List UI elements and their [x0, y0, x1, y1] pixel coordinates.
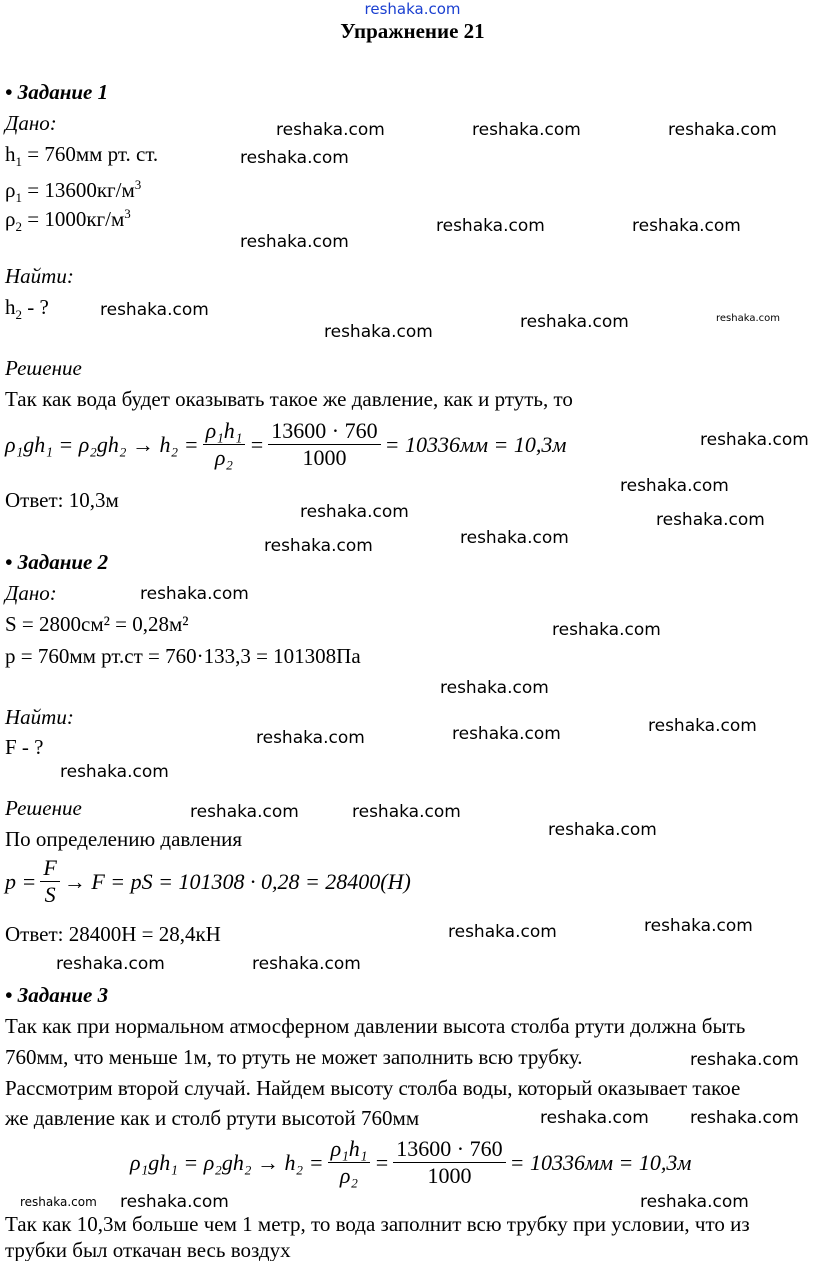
- task2-equation: p = $\frac{F}{S}$ → F = pS = 101308 · 0,28 = 28400(H): [5, 855, 411, 907]
- watermark: reshaka.com: [700, 430, 809, 450]
- watermark: reshaka.com: [352, 802, 461, 822]
- task1-find: $h_2$ - ?: [5, 295, 49, 323]
- watermark: reshaka.com: [56, 954, 165, 974]
- watermark: reshaka.com: [472, 120, 581, 140]
- watermark: reshaka.com: [264, 536, 373, 556]
- watermark: reshaka.com: [640, 1192, 749, 1212]
- watermark: reshaka.com: [690, 1108, 799, 1128]
- task1-given-label: Дано:: [5, 111, 57, 135]
- task3-conclusion-1: Так как 10,3м больше чем 1 метр, то вода заполнит всю трубку при условии, что из: [5, 1212, 750, 1236]
- watermark: reshaka.com: [440, 678, 549, 698]
- watermark: reshaka.com: [548, 820, 657, 840]
- task2-given-2: p = 760мм рт.ст = 760·133,3 = 101308Па: [5, 644, 361, 668]
- watermark: reshaka.com: [648, 716, 757, 736]
- task1-solution-label: Решение: [5, 356, 82, 380]
- watermark: reshaka.com: [668, 120, 777, 140]
- watermark: reshaka.com: [690, 1050, 799, 1070]
- task1-equation: ρ₁gh₁ = ρ₂gh₂ → h₂ = $\frac{\text{ρ₁h₁}}{\text{ρ₂}}$ = $\frac{13600 \cdot 760}{1000}$ = 10336мм = 10,3м: [5, 418, 567, 470]
- task3-conclusion-2: трубки был откачан весь воздух: [5, 1238, 291, 1261]
- task3-equation: ρ₁gh₁ = ρ₂gh₂ → h₂ = $\frac{\text{ρ₁h₁}}{\text{ρ₂}}$ = $\frac{13600 \cdot 760}{1000}$ = 10336мм = 10,3м: [130, 1136, 692, 1188]
- watermark: reshaka.com: [240, 232, 349, 252]
- watermark: reshaka.com: [520, 312, 629, 332]
- page-title: Упражнение 21: [340, 19, 485, 43]
- task2-heading: • Задание 2: [5, 550, 109, 574]
- watermark: reshaka.com: [276, 120, 385, 140]
- watermark: reshaka.com: [60, 762, 169, 782]
- task3-line-2: 760мм, что меньше 1м, то ртуть не может заполнить всю трубку.: [5, 1045, 583, 1069]
- watermark: reshaka.com: [300, 502, 409, 522]
- watermark: reshaka.com: [644, 916, 753, 936]
- watermark: reshaka.com: [240, 148, 349, 168]
- task3-line-4: же давление как и столб ртути высотой 760мм: [5, 1106, 420, 1130]
- watermark: reshaka.com: [252, 954, 361, 974]
- task2-answer: Ответ: 28400Н = 28,4кН: [5, 922, 221, 946]
- watermark: reshaka.com: [20, 1195, 97, 1209]
- watermark: reshaka.com: [540, 1108, 649, 1128]
- watermark: reshaka.com: [436, 216, 545, 236]
- site-header-link[interactable]: reshaka.com: [364, 0, 461, 18]
- task2-find-label: Найти:: [5, 705, 74, 729]
- task1-given-3: $\rho_2 = 1000кг/м^3$: [5, 206, 131, 235]
- task3-line-3: Рассмотрим второй случай. Найдем высоту столба воды, который оказывает такое: [5, 1076, 741, 1100]
- task2-solution-label: Решение: [5, 796, 82, 820]
- task1-text: Так как вода будет оказывать такое же давление, как и ртуть, то: [5, 387, 573, 411]
- watermark: reshaka.com: [324, 322, 433, 342]
- task3-line-1: Так как при нормальном атмосферном давлении высота столба ртути должна быть: [5, 1014, 746, 1038]
- watermark: reshaka.com: [140, 584, 249, 604]
- watermark: reshaka.com: [448, 922, 557, 942]
- watermark: reshaka.com: [190, 802, 299, 822]
- task1-find-label: Найти:: [5, 264, 74, 288]
- watermark: reshaka.com: [120, 1192, 229, 1212]
- watermark: reshaka.com: [632, 216, 741, 236]
- watermark: reshaka.com: [256, 728, 365, 748]
- watermark: reshaka.com: [716, 313, 780, 324]
- task1-given-1: $h_1 = 760мм$ рт. ст.: [5, 142, 159, 170]
- task2-find: F - ?: [5, 735, 44, 759]
- watermark: reshaka.com: [452, 724, 561, 744]
- watermark: reshaka.com: [656, 510, 765, 530]
- watermark: reshaka.com: [620, 476, 729, 496]
- task2-given-1: S = 2800см² = 0,28м²: [5, 612, 189, 636]
- task2-text: По определению давления: [5, 827, 242, 851]
- watermark: reshaka.com: [552, 620, 661, 640]
- task1-given-2: $\rho_1 = 13600кг/м^3$: [5, 177, 142, 206]
- watermark: reshaka.com: [100, 300, 209, 320]
- task1-answer: Ответ: 10,3м: [5, 488, 119, 512]
- watermark: reshaka.com: [460, 528, 569, 548]
- task2-given-label: Дано:: [5, 581, 57, 605]
- task3-heading: • Задание 3: [5, 983, 109, 1007]
- task1-heading: • Задание 1: [5, 80, 109, 104]
